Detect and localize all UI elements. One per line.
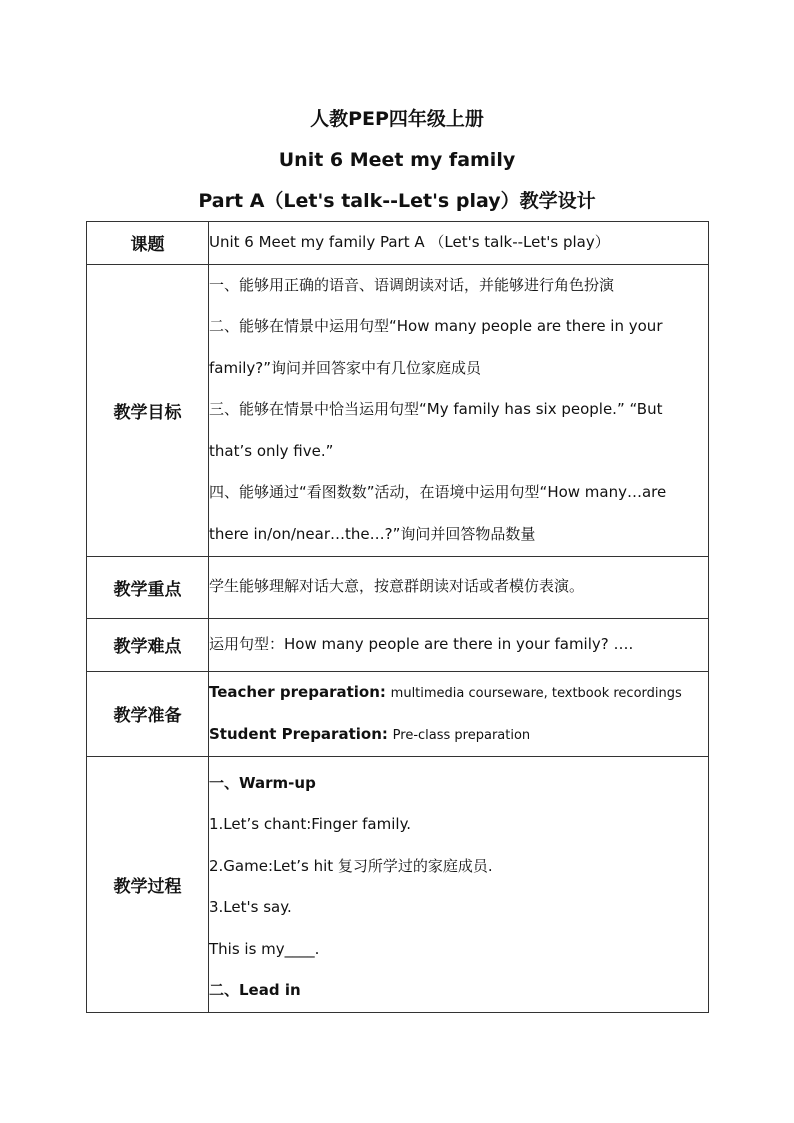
student-preparation-label: Student Preparation: bbox=[209, 724, 388, 743]
lead-in-heading: 二、Lead in bbox=[209, 981, 301, 999]
process-step: 3.Let's say. bbox=[209, 898, 292, 916]
objective-line: 四、能够通过“看图数数”活动，在语境中运用句型“How many…are bbox=[209, 483, 667, 502]
table-row bbox=[87, 618, 709, 671]
table-row bbox=[87, 756, 709, 1012]
difficulties-content bbox=[209, 618, 709, 671]
objective-line: family?”询问并回答家中有几位家庭成员 bbox=[209, 358, 482, 377]
lesson-title: Part A（Let's talk--Let's play）教学设计 bbox=[198, 190, 596, 212]
objective-line: 三、能够在情景中恰当运用句型“My family has six people.” “But bbox=[209, 400, 663, 419]
objective-line: 一、能够用正确的语音、语调朗读对话，并能够进行角色扮演 bbox=[209, 275, 615, 294]
table-row bbox=[87, 556, 709, 618]
table-row bbox=[87, 264, 709, 556]
objectives-content bbox=[209, 264, 709, 556]
key-points-label: 教学重点 bbox=[87, 556, 209, 618]
process-step: 1.Let’s chant:Finger family. bbox=[209, 815, 412, 833]
teacher-preparation-value: multimedia courseware, textbook recordings bbox=[390, 685, 682, 701]
key-points-text: 学生能够理解对话大意，按意群朗读对话或者模仿表演。 bbox=[209, 577, 585, 596]
teacher-preparation-line bbox=[209, 672, 708, 714]
student-preparation-line bbox=[209, 714, 708, 756]
process-label: 教学过程 bbox=[87, 756, 209, 1012]
table-row bbox=[87, 671, 709, 756]
teacher-preparation-label: Teacher preparation: bbox=[209, 682, 386, 701]
lesson-plan-table bbox=[86, 221, 709, 1013]
student-preparation-value: Pre-class preparation bbox=[392, 727, 531, 743]
objective-line: 二、能够在情景中运用句型“How many people are there in your bbox=[209, 317, 663, 336]
unit-title: Unit 6 Meet my family bbox=[278, 149, 516, 171]
key-points-content bbox=[209, 556, 709, 618]
topic-value bbox=[209, 222, 709, 265]
topic-text: Unit 6 Meet my family Part A （Let's talk--Let's play） bbox=[209, 233, 610, 251]
topic-label: 课题 bbox=[87, 222, 209, 265]
difficulties-label: 教学难点 bbox=[87, 618, 209, 671]
objectives-label: 教学目标 bbox=[87, 264, 209, 556]
process-content bbox=[209, 756, 709, 1012]
process-step: 2.Game:Let’s hit 复习所学过的家庭成员. bbox=[209, 856, 493, 875]
table-row bbox=[87, 222, 709, 265]
preparation-label: 教学准备 bbox=[87, 671, 209, 756]
preparation-content bbox=[209, 671, 709, 756]
process-step-sub: This is my____. bbox=[209, 939, 320, 958]
warm-up-heading: 一、Warm-up bbox=[209, 773, 316, 792]
objective-line: that’s only five.” bbox=[209, 441, 334, 460]
difficulties-text: 运用句型：How many people are there in your family? …. bbox=[209, 634, 634, 653]
document-title: 人教PEP四年级上册 bbox=[310, 108, 484, 130]
objective-line: there in/on/near…the…?”询问并回答物品数量 bbox=[209, 524, 536, 543]
